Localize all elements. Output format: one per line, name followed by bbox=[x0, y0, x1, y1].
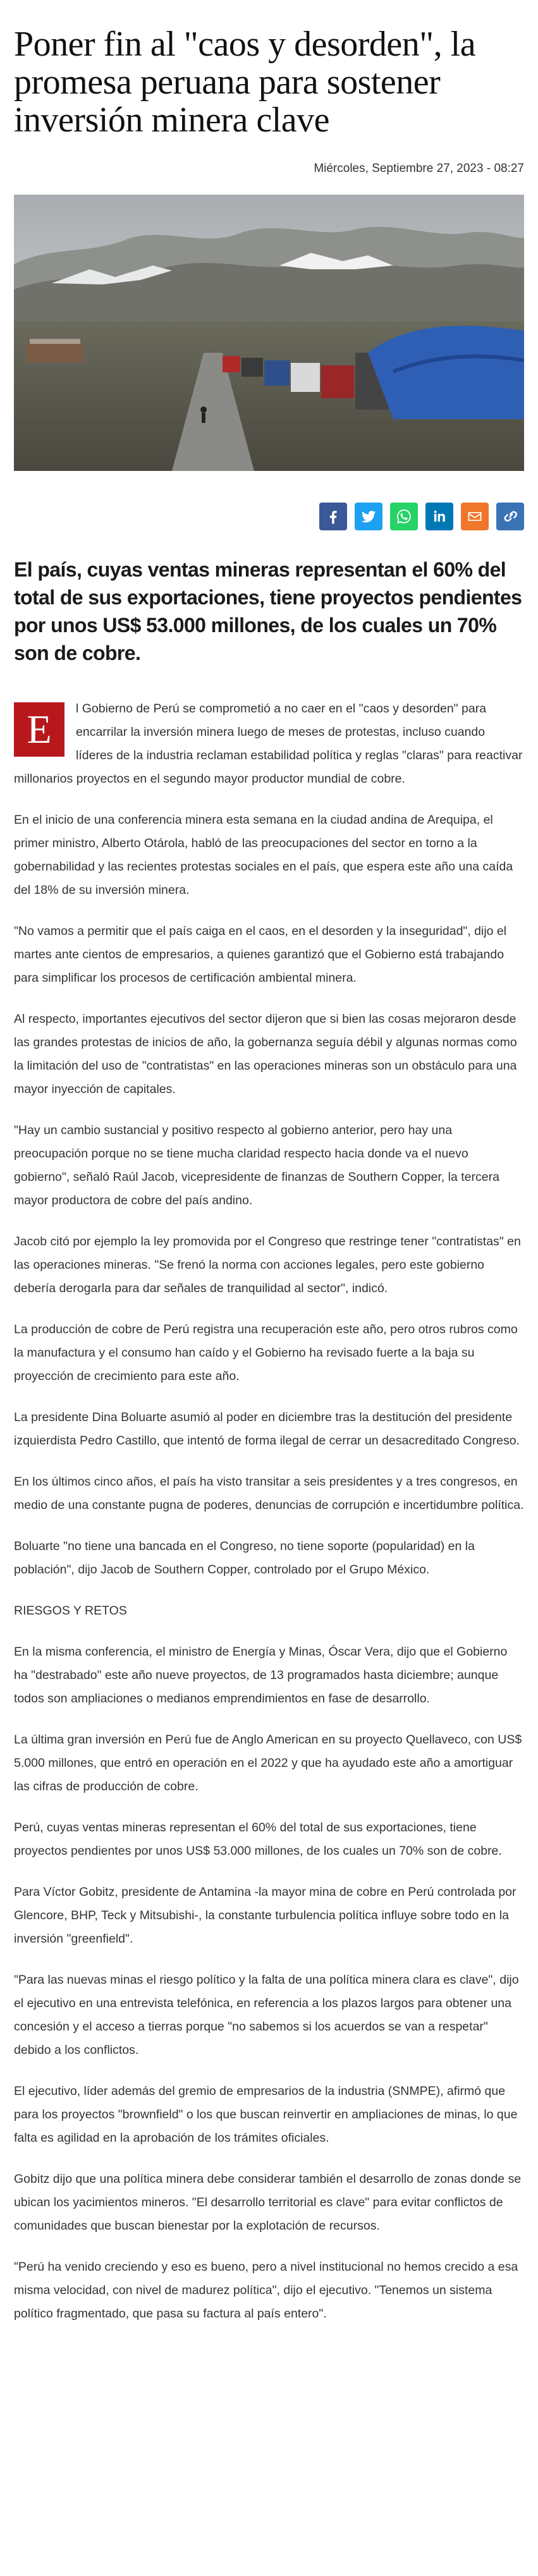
article-paragraph: "No vamos a permitir que el país caiga en el caos, en el desorden y la inseguridad", dijo el martes ante cientos de empresarios, a quienes garantizó que el Gobierno está trabajando para simplificar los procesos de certificación ambiental minera. bbox=[14, 924, 507, 985]
facebook-icon bbox=[324, 508, 342, 525]
email-share-button[interactable] bbox=[461, 503, 489, 530]
article-paragraph: "Perú ha venido creciendo y eso es bueno, pero a nivel institucional no hemos crecido a esa misma velocidad, con nivel de madurez política", dijo el ejecutivo. "Tenemos un sistema político fragmentado, que pasa su factura al país entero". bbox=[14, 2260, 518, 2321]
article-paragraph: En la misma conferencia, el ministro de Energía y Minas, Óscar Vera, dijo que el Gobierno ha "destrabado" este año nueve proyectos, de 13 programados hasta diciembre; aunque todos son ampliaciones o medianos emprendimientos en fase de desarrollo. bbox=[14, 1645, 508, 1706]
article-paragraph: La última gran inversión en Perú fue de Anglo American en su proyecto Quellaveco, con US$ 5.000 millones, que entró en operación en el 2022 y que ha ayudado este año a amortiguar las cifras de producción de cobre. bbox=[14, 1733, 522, 1793]
article-paragraph: Perú, cuyas ventas mineras representan el 60% del total de sus exportaciones, tiene proyectos pendientes por unos US$ 53.000 millones, de los cuales un 70% son de cobre. bbox=[14, 1821, 502, 1858]
article-paragraph-first bbox=[14, 697, 524, 791]
linkedin-icon bbox=[431, 508, 448, 525]
twitter-share-button[interactable] bbox=[355, 503, 382, 530]
article-paragraph: Jacob citó por ejemplo la ley promovida por el Congreso que restringe tener "contratistas" en las operaciones mineras. "Se frenó la norma con acciones legales, pero este gobierno debería derogarla para dar señales de tranquilidad al sector", indicó. bbox=[14, 1235, 521, 1295]
article-paragraph: Al respecto, importantes ejecutivos del sector dijeron que si bien las cosas mejoraron desde las grandes protestas de inicios de año, la gobernanza seguía débil y algunas normas como la limitación del uso de "contratistas" en las operaciones mineras son un obstáculo para una mayor inyección de capitales. bbox=[14, 1012, 517, 1096]
article-paragraph: El ejecutivo, líder además del gremio de empresarios de la industria (SNMPE), afirmó que para los proyectos "brownfield" o los que buscan reinvertir en ampliaciones de minas, lo que falta es agilidad en la aprobación de los trámites oficiales. bbox=[14, 2084, 518, 2145]
whatsapp-share-button[interactable] bbox=[390, 503, 418, 530]
email-icon bbox=[466, 508, 484, 525]
linkedin-share-button[interactable] bbox=[425, 503, 453, 530]
article-body bbox=[14, 697, 524, 2326]
article-subhead: RIESGOS Y RETOS bbox=[14, 1604, 127, 1618]
hero-image-illustration bbox=[14, 195, 524, 471]
hero-image bbox=[14, 195, 524, 471]
first-paragraph-text: l Gobierno de Perú se comprometió a no caer en el "caos y desorden" para encarrilar la inversión minera luego de meses de protestas, incluso cuando líderes de la industria reclaman estabilidad política y reglas "claras" para reactivar millonarios proyectos en el segundo mayor productor mundial de cobre. bbox=[14, 702, 523, 786]
drop-cap: E bbox=[14, 702, 64, 757]
article-title: Poner fin al "caos y desorden", la promesa peruana para sostener inversión minera clave bbox=[14, 25, 476, 140]
article-paragraph: La presidente Dina Boluarte asumió al poder en diciembre tras la destitución del presidente izquierdista Pedro Castillo, que intentó de forma ilegal de cerrar un desacreditado Congreso. bbox=[14, 1410, 520, 1448]
share-bar bbox=[14, 503, 524, 530]
article-paragraph: "Hay un cambio sustancial y positivo respecto al gobierno anterior, pero hay una preocupación porque no se tiene mucha claridad respecto hacia donde va el nuevo gobierno", señaló Raúl Jacob, vicepresidente de finanzas de Southern Copper, la tercera mayor productora de cobre del país andino. bbox=[14, 1123, 499, 1207]
article-paragraph: Gobitz dijo que una política minera debe considerar también el desarrollo de zonas donde se ubican los yacimientos mineros. "El desarrollo territorial es clave" para evitar conflictos de comunidades que buscan bienestar por la explotación de recursos. bbox=[14, 2172, 522, 2233]
whatsapp-icon bbox=[395, 508, 413, 525]
link-icon bbox=[501, 508, 519, 525]
article-lead: El país, cuyas ventas mineras representan el 60% del total de sus exportaciones, tiene proyectos pendientes por unos US$ 53.000 millones, de los cuales un 70% son de cobre. bbox=[14, 558, 522, 664]
article-date: Miércoles, Septiembre 27, 2023 - 08:27 bbox=[314, 162, 524, 175]
article-paragraph: La producción de cobre de Perú registra una recuperación este año, pero otros rubros como la manufactura y el consumo han caído y el Gobierno ha revisado fuerte a la baja su proyección de crecimiento para este año. bbox=[14, 1322, 518, 1383]
article-paragraph: "Para las nuevas minas el riesgo político y la falta de una política minera clara es clave", dijo el ejecutivo en una entrevista telefónica, en referencia a los plazos largos para obtener una concesión y el acceso a tierras porque "no sabemos si los acuerdos se van a respetar" debido a los conflictos. bbox=[14, 1973, 519, 2057]
copy-link-button[interactable] bbox=[496, 503, 524, 530]
twitter-icon bbox=[360, 508, 377, 525]
article-paragraph: En el inicio de una conferencia minera esta semana en la ciudad andina de Arequipa, el primer ministro, Alberto Otárola, habló de las preocupaciones del sector en torno a la gobernabilidad y las recientes protestas sociales en el país, que espera este año una caída del 18% de su inversión minera. bbox=[14, 813, 513, 897]
facebook-share-button[interactable] bbox=[319, 503, 347, 530]
article-paragraph: Para Víctor Gobitz, presidente de Antamina -la mayor mina de cobre en Perú controlada por Glencore, BHP, Teck y Mitsubishi-, la constante turbulencia política influye sobre todo en la inversión "greenfield". bbox=[14, 1885, 517, 1946]
article-paragraph: Boluarte "no tiene una bancada en el Congreso, no tiene soporte (popularidad) en la población", dijo Jacob de Southern Copper, controlado por el Grupo México. bbox=[14, 1539, 475, 1577]
article-paragraph: En los últimos cinco años, el país ha visto transitar a seis presidentes y a tres congresos, en medio de una constante pugna de poderes, denuncias de corrupción e incertidumbre política. bbox=[14, 1475, 524, 1512]
